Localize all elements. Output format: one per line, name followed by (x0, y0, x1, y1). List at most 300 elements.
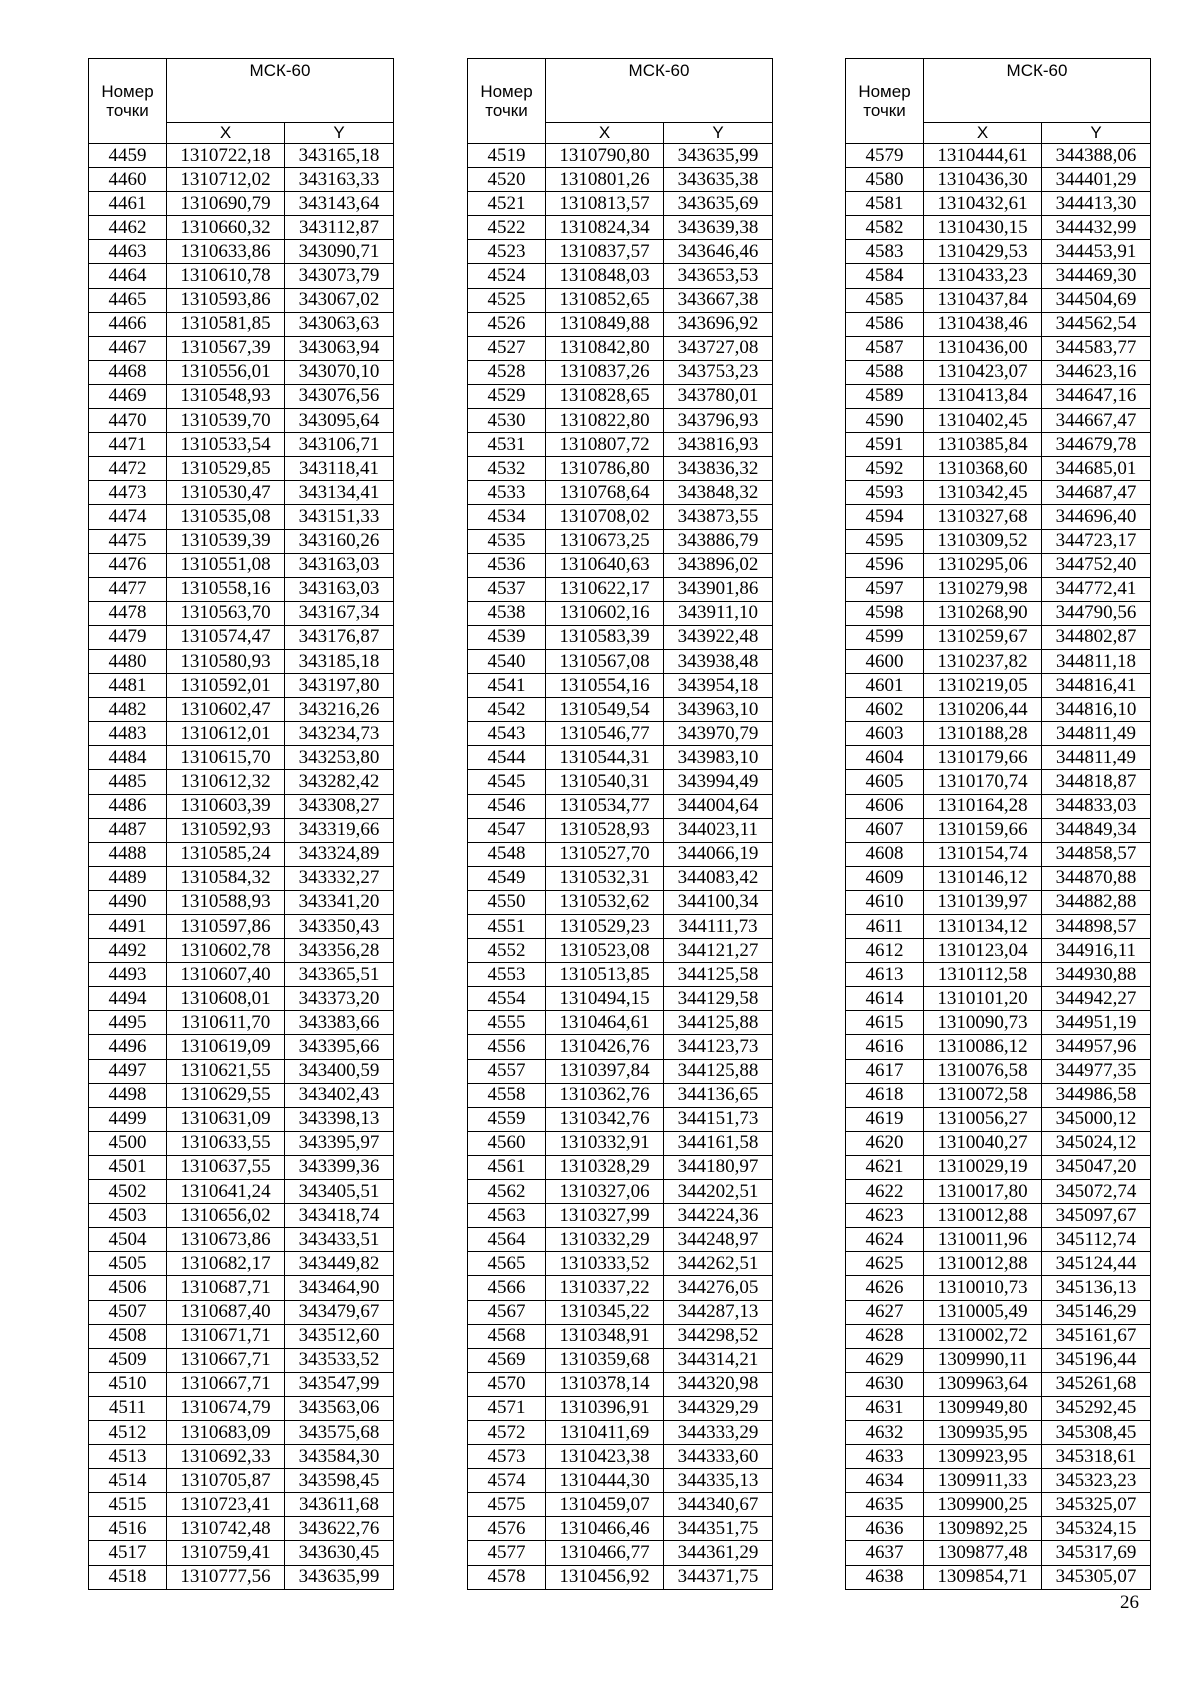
y-cell: 344329,29 (664, 1396, 773, 1420)
table-row (846, 433, 1151, 457)
point-number-cell: 4537 (468, 577, 546, 601)
point-number-cell: 4620 (846, 1131, 924, 1155)
table-row (468, 264, 773, 288)
table-row (846, 1541, 1151, 1565)
x-cell: 1310556,01 (167, 360, 285, 384)
x-cell: 1310402,45 (924, 409, 1042, 433)
y-cell: 343611,68 (285, 1493, 394, 1517)
table-row (468, 1445, 773, 1469)
table-row (468, 698, 773, 722)
x-cell: 1310687,40 (167, 1300, 285, 1324)
y-cell: 345161,67 (1042, 1324, 1151, 1348)
x-cell: 1310621,55 (167, 1059, 285, 1083)
point-number-cell: 4565 (468, 1252, 546, 1276)
table-row (468, 963, 773, 987)
table-row (468, 818, 773, 842)
x-cell: 1310513,85 (546, 963, 664, 987)
point-number-cell: 4497 (89, 1059, 167, 1083)
table-row (468, 1324, 773, 1348)
y-cell: 344111,73 (664, 915, 773, 939)
table-row (89, 1180, 394, 1204)
y-cell: 343598,45 (285, 1469, 394, 1493)
y-cell: 343418,74 (285, 1204, 394, 1228)
y-cell: 344687,47 (1042, 481, 1151, 505)
point-number-cell: 4596 (846, 553, 924, 577)
point-number-cell: 4534 (468, 505, 546, 529)
point-number-cell: 4550 (468, 890, 546, 914)
table-row (846, 216, 1151, 240)
point-number-cell: 4519 (468, 144, 546, 168)
y-cell: 343383,66 (285, 1011, 394, 1035)
x-header: X (167, 122, 285, 143)
table-row (468, 770, 773, 794)
table-row (468, 649, 773, 673)
point-number-cell: 4566 (468, 1276, 546, 1300)
y-cell: 343922,48 (664, 625, 773, 649)
y-cell: 344772,41 (1042, 577, 1151, 601)
y-cell: 343635,38 (664, 168, 773, 192)
table-row (89, 1204, 394, 1228)
point-number-cell: 4506 (89, 1276, 167, 1300)
table-row (89, 1276, 394, 1300)
point-number-cell: 4595 (846, 529, 924, 553)
table-row (468, 987, 773, 1011)
y-cell: 343341,20 (285, 890, 394, 914)
x-cell: 1310759,41 (167, 1541, 285, 1565)
point-number-cell: 4518 (89, 1565, 167, 1589)
x-cell: 1310426,76 (546, 1035, 664, 1059)
x-cell: 1310436,30 (924, 168, 1042, 192)
x-cell: 1310611,70 (167, 1011, 285, 1035)
point-number-cell: 4525 (468, 288, 546, 312)
y-cell: 344723,17 (1042, 529, 1151, 553)
point-number-cell: 4587 (846, 336, 924, 360)
y-cell: 344583,77 (1042, 336, 1151, 360)
x-cell: 1310466,46 (546, 1517, 664, 1541)
x-cell: 1310671,71 (167, 1324, 285, 1348)
point-number-cell: 4582 (846, 216, 924, 240)
table-row (846, 1276, 1151, 1300)
x-cell: 1310610,78 (167, 264, 285, 288)
point-number-cell: 4547 (468, 818, 546, 842)
point-number-cell: 4553 (468, 963, 546, 987)
point-number-cell: 4499 (89, 1107, 167, 1131)
table-row (846, 312, 1151, 336)
x-cell: 1310438,46 (924, 312, 1042, 336)
y-cell: 344413,30 (1042, 192, 1151, 216)
point-number-cell: 4489 (89, 866, 167, 890)
y-cell: 344100,34 (664, 890, 773, 914)
point-number-cell: 4614 (846, 987, 924, 1011)
y-cell: 343635,99 (285, 1565, 394, 1589)
y-header: Y (664, 122, 773, 143)
x-cell: 1310259,67 (924, 625, 1042, 649)
y-cell: 345318,61 (1042, 1445, 1151, 1469)
point-number-cell: 4520 (468, 168, 546, 192)
table-row (468, 890, 773, 914)
x-cell: 1310602,16 (546, 601, 664, 625)
table-row (468, 601, 773, 625)
y-cell: 343575,68 (285, 1420, 394, 1444)
x-cell: 1310436,00 (924, 336, 1042, 360)
table-row (468, 577, 773, 601)
table-row (89, 866, 394, 890)
x-cell: 1310828,65 (546, 384, 664, 408)
point-number-cell: 4493 (89, 963, 167, 987)
point-number-cell: 4632 (846, 1420, 924, 1444)
table-row (846, 890, 1151, 914)
y-cell: 345292,45 (1042, 1396, 1151, 1420)
x-cell: 1310154,74 (924, 842, 1042, 866)
x-cell: 1310822,80 (546, 409, 664, 433)
x-cell: 1310090,73 (924, 1011, 1042, 1035)
y-cell: 344977,35 (1042, 1059, 1151, 1083)
table-row (89, 1469, 394, 1493)
point-number-cell: 4509 (89, 1348, 167, 1372)
x-cell: 1310327,68 (924, 505, 1042, 529)
table-row (89, 842, 394, 866)
y-cell: 343533,52 (285, 1348, 394, 1372)
x-cell: 1310667,71 (167, 1348, 285, 1372)
table-row (89, 312, 394, 336)
point-number-cell: 4466 (89, 312, 167, 336)
x-cell: 1310807,72 (546, 433, 664, 457)
y-cell: 344361,29 (664, 1541, 773, 1565)
table-row (846, 1517, 1151, 1541)
x-cell: 1310342,76 (546, 1107, 664, 1131)
y-cell: 343395,97 (285, 1131, 394, 1155)
table-row (468, 553, 773, 577)
x-cell: 1310530,47 (167, 481, 285, 505)
table-row (468, 360, 773, 384)
x-cell: 1310742,48 (167, 1517, 285, 1541)
y-cell: 344469,30 (1042, 264, 1151, 288)
x-cell: 1310527,70 (546, 842, 664, 866)
point-number-cell: 4463 (89, 240, 167, 264)
table-row (846, 818, 1151, 842)
point-number-cell: 4504 (89, 1228, 167, 1252)
y-cell: 343479,67 (285, 1300, 394, 1324)
table-row (846, 384, 1151, 408)
table-row (468, 1396, 773, 1420)
x-cell: 1310466,77 (546, 1541, 664, 1565)
point-number-cell: 4536 (468, 553, 546, 577)
table-row (89, 722, 394, 746)
point-number-cell: 4516 (89, 1517, 167, 1541)
point-number-cell: 4496 (89, 1035, 167, 1059)
x-cell: 1310532,31 (546, 866, 664, 890)
x-cell: 1310342,45 (924, 481, 1042, 505)
table-row (846, 360, 1151, 384)
x-cell: 1310170,74 (924, 770, 1042, 794)
y-cell: 343185,18 (285, 649, 394, 673)
point-number-cell: 4485 (89, 770, 167, 794)
point-number-cell: 4588 (846, 360, 924, 384)
x-cell: 1310378,14 (546, 1372, 664, 1396)
x-cell: 1310437,84 (924, 288, 1042, 312)
y-cell: 344161,58 (664, 1131, 773, 1155)
y-cell: 344562,54 (1042, 312, 1151, 336)
x-cell: 1310112,58 (924, 963, 1042, 987)
x-cell: 1310459,07 (546, 1493, 664, 1517)
y-cell: 343165,18 (285, 144, 394, 168)
y-cell: 344125,58 (664, 963, 773, 987)
point-number-cell: 4545 (468, 770, 546, 794)
y-cell: 343395,66 (285, 1035, 394, 1059)
point-number-cell: 4465 (89, 288, 167, 312)
table-row (846, 1252, 1151, 1276)
x-cell: 1310002,72 (924, 1324, 1042, 1348)
x-cell: 1310529,23 (546, 915, 664, 939)
y-cell: 344276,05 (664, 1276, 773, 1300)
x-cell: 1310430,15 (924, 216, 1042, 240)
x-cell: 1310602,78 (167, 939, 285, 963)
x-cell: 1310332,29 (546, 1228, 664, 1252)
point-number-cell: 4531 (468, 433, 546, 457)
x-cell: 1310615,70 (167, 746, 285, 770)
point-number-cell: 4484 (89, 746, 167, 770)
point-number-cell: 4551 (468, 915, 546, 939)
table-row (89, 360, 394, 384)
y-cell: 343234,73 (285, 722, 394, 746)
y-cell: 344371,75 (664, 1565, 773, 1589)
x-cell: 1310708,02 (546, 505, 664, 529)
y-cell: 344790,56 (1042, 601, 1151, 625)
y-cell: 344123,73 (664, 1035, 773, 1059)
x-cell: 1310494,15 (546, 987, 664, 1011)
point-number-cell: 4577 (468, 1541, 546, 1565)
x-cell: 1310328,29 (546, 1155, 664, 1179)
x-cell: 1310332,91 (546, 1131, 664, 1155)
point-number-cell: 4544 (468, 746, 546, 770)
table-row (89, 963, 394, 987)
x-cell: 1310656,02 (167, 1204, 285, 1228)
table-row (89, 1011, 394, 1035)
x-cell: 1310607,40 (167, 963, 285, 987)
x-cell: 1310584,32 (167, 866, 285, 890)
table-row (468, 1011, 773, 1035)
x-cell: 1310017,80 (924, 1180, 1042, 1204)
y-cell: 344333,60 (664, 1445, 773, 1469)
x-cell: 1310411,69 (546, 1420, 664, 1444)
point-number-cell: 4621 (846, 1155, 924, 1179)
x-cell: 1309892,25 (924, 1517, 1042, 1541)
table-row (846, 1011, 1151, 1035)
x-cell: 1310444,30 (546, 1469, 664, 1493)
point-number-cell: 4541 (468, 674, 546, 698)
table-row (846, 722, 1151, 746)
x-cell: 1310540,31 (546, 770, 664, 794)
x-cell: 1310801,26 (546, 168, 664, 192)
point-number-cell: 4600 (846, 649, 924, 673)
y-cell: 344320,98 (664, 1372, 773, 1396)
table-row (846, 168, 1151, 192)
y-cell: 345325,07 (1042, 1493, 1151, 1517)
x-cell: 1310581,85 (167, 312, 285, 336)
table-row (846, 649, 1151, 673)
x-cell: 1310848,03 (546, 264, 664, 288)
table-row (468, 746, 773, 770)
point-number-cell: 4533 (468, 481, 546, 505)
x-cell: 1310612,01 (167, 722, 285, 746)
y-cell: 343350,43 (285, 915, 394, 939)
x-cell: 1310123,04 (924, 939, 1042, 963)
y-cell: 343696,92 (664, 312, 773, 336)
point-number-cell: 4592 (846, 457, 924, 481)
table-row (846, 336, 1151, 360)
table-row (846, 1469, 1151, 1493)
y-cell: 343167,34 (285, 601, 394, 625)
table-row (846, 963, 1151, 987)
y-cell: 344004,64 (664, 794, 773, 818)
x-cell: 1310011,96 (924, 1228, 1042, 1252)
y-cell: 343063,94 (285, 336, 394, 360)
x-cell: 1310682,17 (167, 1252, 285, 1276)
table-row (89, 1541, 394, 1565)
table-row (89, 168, 394, 192)
point-number-cell: 4618 (846, 1083, 924, 1107)
y-cell: 343896,02 (664, 553, 773, 577)
table-row (468, 1107, 773, 1131)
table-row (89, 770, 394, 794)
y-cell: 345097,67 (1042, 1204, 1151, 1228)
y-cell: 343796,93 (664, 409, 773, 433)
y-cell: 344667,47 (1042, 409, 1151, 433)
point-number-cell: 4500 (89, 1131, 167, 1155)
point-number-cell: 4490 (89, 890, 167, 914)
table-row (89, 1493, 394, 1517)
x-cell: 1310549,54 (546, 698, 664, 722)
x-cell: 1310768,64 (546, 481, 664, 505)
table-row (89, 1228, 394, 1252)
point-number-cell: 4535 (468, 529, 546, 553)
y-cell: 343584,30 (285, 1445, 394, 1469)
y-cell: 343282,42 (285, 770, 394, 794)
table-row (846, 1445, 1151, 1469)
point-number-cell: 4538 (468, 601, 546, 625)
table-row (846, 457, 1151, 481)
table-row (468, 1420, 773, 1444)
point-number-cell: 4495 (89, 1011, 167, 1035)
table-row (846, 1372, 1151, 1396)
table-row (846, 866, 1151, 890)
point-number-cell: 4563 (468, 1204, 546, 1228)
x-cell: 1310539,70 (167, 409, 285, 433)
table-row (89, 601, 394, 625)
y-cell: 345305,07 (1042, 1565, 1151, 1589)
table-row (89, 481, 394, 505)
point-number-cell: 4501 (89, 1155, 167, 1179)
point-number-cell: 4561 (468, 1155, 546, 1179)
x-cell: 1310705,87 (167, 1469, 285, 1493)
x-cell: 1310667,71 (167, 1372, 285, 1396)
y-cell: 343653,53 (664, 264, 773, 288)
table-row (468, 915, 773, 939)
x-cell: 1310295,06 (924, 553, 1042, 577)
point-number-cell: 4502 (89, 1180, 167, 1204)
point-number-cell: 4613 (846, 963, 924, 987)
x-cell: 1310529,85 (167, 457, 285, 481)
y-cell: 343332,27 (285, 866, 394, 890)
y-cell: 343911,10 (664, 601, 773, 625)
x-cell: 1310567,08 (546, 649, 664, 673)
point-number-cell: 4560 (468, 1131, 546, 1155)
table-row (846, 601, 1151, 625)
point-number-cell: 4580 (846, 168, 924, 192)
y-cell: 344180,97 (664, 1155, 773, 1179)
x-cell: 1310309,52 (924, 529, 1042, 553)
table-row (468, 457, 773, 481)
table-row (89, 1083, 394, 1107)
point-number-cell: 4629 (846, 1348, 924, 1372)
point-number-cell: 4630 (846, 1372, 924, 1396)
point-number-cell: 4530 (468, 409, 546, 433)
y-cell: 343106,71 (285, 433, 394, 457)
y-cell: 343319,66 (285, 818, 394, 842)
y-cell: 343646,46 (664, 240, 773, 264)
table-row (846, 240, 1151, 264)
x-cell: 1310640,63 (546, 553, 664, 577)
y-cell: 343076,56 (285, 384, 394, 408)
x-cell: 1310692,33 (167, 1445, 285, 1469)
point-number-cell: 4610 (846, 890, 924, 914)
x-cell: 1309900,25 (924, 1493, 1042, 1517)
x-cell: 1310585,24 (167, 842, 285, 866)
x-cell: 1310464,61 (546, 1011, 664, 1035)
x-cell: 1310359,68 (546, 1348, 664, 1372)
table-row (468, 674, 773, 698)
table-row (89, 505, 394, 529)
table-row (89, 698, 394, 722)
point-number-cell: 4558 (468, 1083, 546, 1107)
y-cell: 344870,88 (1042, 866, 1151, 890)
table-row (846, 625, 1151, 649)
table-row (846, 915, 1151, 939)
y-header: Y (1042, 122, 1151, 143)
point-number-cell: 4636 (846, 1517, 924, 1541)
y-cell: 345323,23 (1042, 1469, 1151, 1493)
x-cell: 1310179,66 (924, 746, 1042, 770)
point-number-cell: 4578 (468, 1565, 546, 1589)
point-number-cell: 4584 (846, 264, 924, 288)
point-number-cell: 4619 (846, 1107, 924, 1131)
table-row (846, 1565, 1151, 1589)
table-row (468, 312, 773, 336)
point-number-cell: 4589 (846, 384, 924, 408)
x-cell: 1309877,48 (924, 1541, 1042, 1565)
x-cell: 1310631,09 (167, 1107, 285, 1131)
table-row (89, 409, 394, 433)
table-row (846, 698, 1151, 722)
x-cell: 1310345,22 (546, 1300, 664, 1324)
table-row (468, 1155, 773, 1179)
y-cell: 345324,15 (1042, 1517, 1151, 1541)
y-cell: 343095,64 (285, 409, 394, 433)
y-cell: 345124,44 (1042, 1252, 1151, 1276)
table-row (89, 192, 394, 216)
x-cell: 1310413,84 (924, 384, 1042, 408)
y-cell: 343512,60 (285, 1324, 394, 1348)
x-cell: 1310188,28 (924, 722, 1042, 746)
point-number-cell: 4512 (89, 1420, 167, 1444)
table-row (89, 794, 394, 818)
x-cell: 1310813,57 (546, 192, 664, 216)
point-number-header: Номер точки (846, 59, 924, 144)
y-cell: 343405,51 (285, 1180, 394, 1204)
x-cell: 1310433,23 (924, 264, 1042, 288)
x-cell: 1310790,80 (546, 144, 664, 168)
table-row (89, 939, 394, 963)
